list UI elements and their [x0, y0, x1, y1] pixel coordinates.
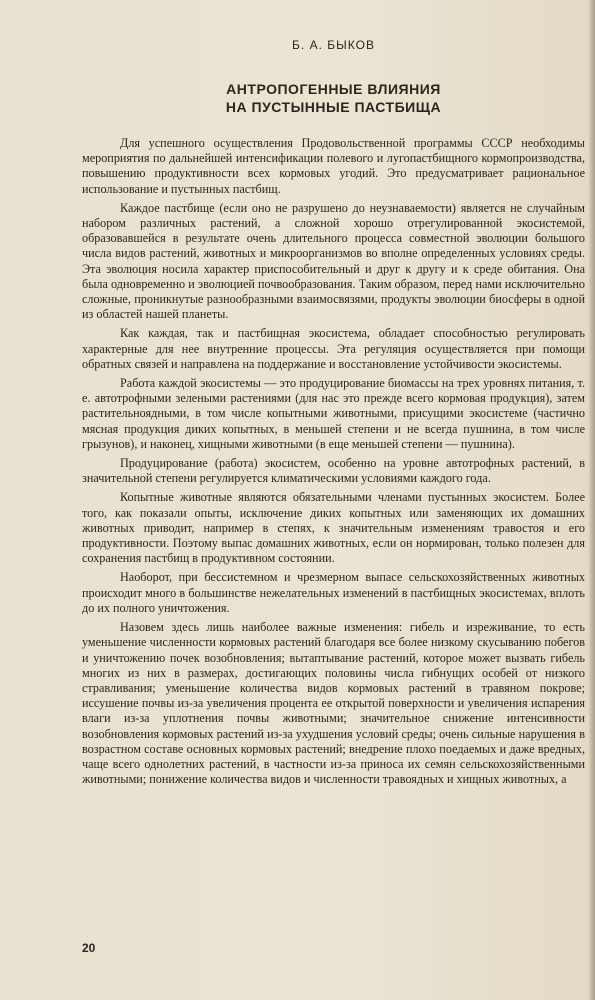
title-line-1: АНТРОПОГЕННЫЕ ВЛИЯНИЯ: [226, 81, 441, 97]
author-name: Б. А. БЫКОВ: [292, 38, 375, 52]
paragraph: Каждое пастбище (если оно не разрушено до неузнаваемости) является не случайным набором различных растений, а сложной хорошо отрегулированной экосистемой, образовавшейся в результате очень длительного процесса совместной эволюции большого числа видов растений, животных и микроорганизмов во вполне определенных условиях среды. Эта эволюция носила характер приспособительный и друг к другу и к среде обитания. Она была одновременно и эволюцией почвообразования. Таким образом, перед нами исключительно сложные, проникнутые разнообразными взаимосвязями, продукты эволюции биосферы в одной из областей нашей планеты.: [82, 200, 585, 322]
page-edge: [589, 0, 595, 1000]
article-body: [82, 136, 585, 787]
paragraph: Наоборот, при бессистемном и чрезмерном выпасе сельскохозяйственных животных происходит много в большинстве нежелательных изменений в пастбищных экосистемах, вплоть до их полного уничтожения.: [82, 570, 585, 615]
paragraph: Продуцирование (работа) экосистем, особенно на уровне автотрофных растений, в значительной степени регулируется климатическими условиями каждого года.: [82, 456, 585, 486]
paragraph: Для успешного осуществления Продовольственной программы СССР необходимы мероприятия по дальнейшей интенсификации полевого и лугопастбищного кормопроизводства, повышению продуктивности всех кормовых угодий. Это предусматривает рациональное использование и пустынных пастбищ.: [82, 136, 585, 196]
paragraph: Работа каждой экосистемы — это продуцирование биомассы на трех уровнях питания, т. е. автотрофными зелеными растениями (для нас это прежде всего кормовая продукция), затем растительноядными, в том числе копытными животными, присущими экосистеме (частично мясная продукция диких копытных, в меньшей степени и не всегда пушнина, в том числе грызунов), и наконец, хищными животными (в еще меньшей степени — пушнина).: [82, 376, 585, 451]
title-line-2: НА ПУСТЫННЫЕ ПАСТБИЩА: [225, 99, 442, 115]
article-title: [82, 80, 585, 116]
paragraph: Назовем здесь лишь наиболее важные изменения: гибель и изреживание, то есть уменьшение численности кормовых растений благодаря все более низкому скусыванию побегов и уничтожению почек возобновления; вытаптывание растений, которое может вызвать гибель многих из них в размерах, достигающих половины числа гибнущих особей от низкого стравливания; уменьшение количества видов кормовых растений в травяном покрове; иссушение почвы из-за увеличения процента ее открытой поверхности и увеличения испарения влаги из-за уплотнения почвы животными; значительное снижение интенсивности возобновления кормовых растений из-за ухудшения условий среды; очень сильные нарушения в возрастном составе основных кормовых растений; внедрение плохо поедаемых и даже вредных, чаще всего однолетних растений, в частности из-за приноса их семян сельскохозяйственными животными; понижение количества видов и численности травоядных и хищных животных, а: [82, 620, 585, 787]
page-number: 20: [82, 941, 96, 955]
paragraph: Копытные животные являются обязательными членами пустынных экосистем. Более того, как показали опыты, исключение диких копытных или заменяющих их домашних животных приводит, например в степях, к значительным изменениям травостоя и его продуктивности. Поэтому выпас домашних животных, если он нормирован, только полезен для сохранения пастбищ в продуктивном состоянии.: [82, 490, 585, 566]
paragraph: Как каждая, так и пастбищная экосистема, обладает способностью регулировать характерные для нее внутренние процессы. Эта регуляция осуществляется при помощи обратных связей и направлена на поддержание и восстановление устойчивости экосистемы.: [82, 326, 585, 371]
